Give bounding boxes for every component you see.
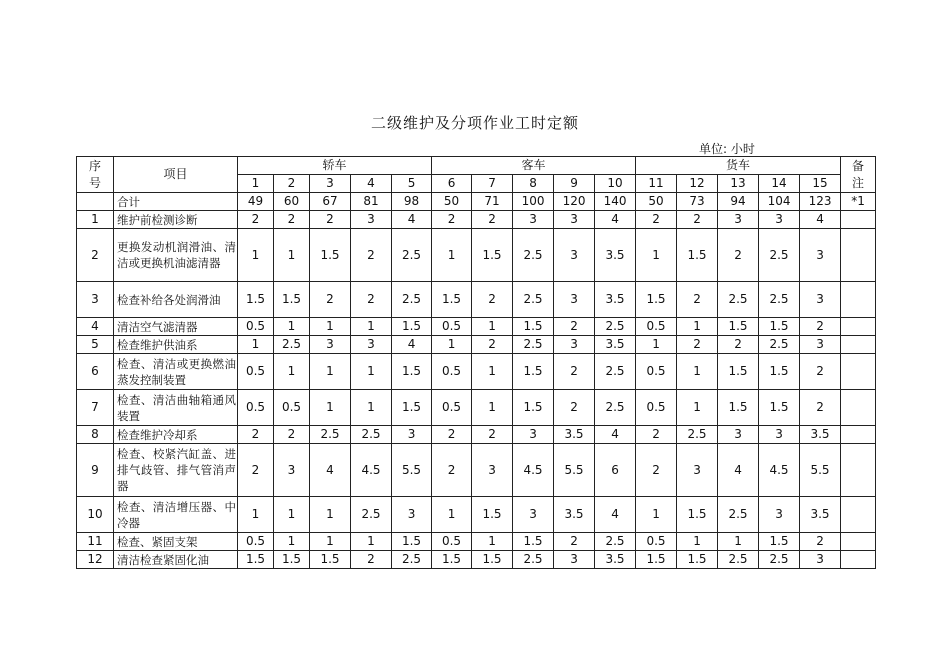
total-cell: 140 — [595, 193, 636, 211]
table-row — [77, 354, 876, 390]
row-cell: 4 — [718, 444, 759, 497]
row-cell: 2 — [310, 211, 351, 229]
total-cell: 104 — [759, 193, 800, 211]
row-cell: 1.5 — [677, 497, 718, 533]
row-cell: 0.5 — [274, 390, 310, 426]
row-cell: 1.5 — [759, 318, 800, 336]
total-cell: 100 — [513, 193, 554, 211]
row-cell: 1.5 — [472, 497, 513, 533]
total-cell: 94 — [718, 193, 759, 211]
row-cell: 2.5 — [595, 318, 636, 336]
total-cell: 67 — [310, 193, 351, 211]
row-cell: 2.5 — [513, 551, 554, 569]
total-cell: 50 — [432, 193, 472, 211]
row-item: 检查补给各处润滑油 — [114, 282, 238, 318]
row-cell: 2.5 — [392, 229, 432, 282]
row-cell: 3 — [759, 426, 800, 444]
row-cell: 1 — [274, 497, 310, 533]
row-cell: 1.5 — [513, 354, 554, 390]
row-item: 检查、清洁或更换燃油蒸发控制装置 — [114, 354, 238, 390]
row-cell: 1 — [677, 318, 718, 336]
row-cell: 1 — [677, 533, 718, 551]
row-remark — [841, 354, 876, 390]
row-cell: 1.5 — [238, 551, 274, 569]
row-remark — [841, 229, 876, 282]
table-row — [77, 282, 876, 318]
row-cell: 2.5 — [759, 551, 800, 569]
row-cell: 3.5 — [595, 229, 636, 282]
row-cell: 3 — [554, 551, 595, 569]
row-cell: 2.5 — [595, 533, 636, 551]
row-cell: 1.5 — [513, 390, 554, 426]
row-cell: 1 — [677, 354, 718, 390]
row-cell: 4 — [595, 211, 636, 229]
row-cell: 3 — [759, 211, 800, 229]
row-cell: 1.5 — [759, 533, 800, 551]
row-cell: 1 — [351, 318, 392, 336]
row-cell: 1.5 — [636, 282, 677, 318]
row-item: 清洁检查紧固化油 — [114, 551, 238, 569]
row-cell: 2 — [351, 229, 392, 282]
row-cell: 1.5 — [274, 551, 310, 569]
group-header-truck: 货车 — [636, 157, 841, 175]
row-cell: 1.5 — [718, 354, 759, 390]
row-cell: 2 — [432, 211, 472, 229]
row-cell: 1.5 — [472, 229, 513, 282]
total-cell: 98 — [392, 193, 432, 211]
row-cell: 3 — [677, 444, 718, 497]
row-cell: 5.5 — [392, 444, 432, 497]
row-seq: 12 — [77, 551, 114, 569]
table-row — [77, 211, 876, 229]
row-item: 维护前检测诊断 — [114, 211, 238, 229]
row-cell: 3.5 — [554, 497, 595, 533]
row-cell: 0.5 — [238, 533, 274, 551]
row-cell: 2 — [718, 229, 759, 282]
row-cell: 1 — [274, 229, 310, 282]
row-cell: 2 — [238, 426, 274, 444]
row-seq: 6 — [77, 354, 114, 390]
row-cell: 3 — [718, 426, 759, 444]
total-cell: 60 — [274, 193, 310, 211]
row-item: 检查、清洁曲轴箱通风装置 — [114, 390, 238, 426]
row-cell: 1.5 — [392, 354, 432, 390]
total-cell: 71 — [472, 193, 513, 211]
row-cell: 3 — [554, 336, 595, 354]
row-seq: 11 — [77, 533, 114, 551]
column-number: 15 — [800, 175, 841, 193]
table-row — [77, 336, 876, 354]
row-remark — [841, 318, 876, 336]
row-cell: 4.5 — [759, 444, 800, 497]
group-header-car: 轿车 — [238, 157, 432, 175]
row-cell: 1.5 — [310, 551, 351, 569]
column-number: 11 — [636, 175, 677, 193]
row-cell: 1.5 — [274, 282, 310, 318]
row-cell: 2.5 — [392, 282, 432, 318]
row-cell: 1.5 — [238, 282, 274, 318]
row-cell: 2.5 — [351, 497, 392, 533]
total-cell: 50 — [636, 193, 677, 211]
row-cell: 1.5 — [513, 533, 554, 551]
row-cell: 0.5 — [636, 318, 677, 336]
row-cell: 2 — [274, 211, 310, 229]
row-cell: 1 — [274, 354, 310, 390]
row-cell: 0.5 — [636, 390, 677, 426]
column-number: 9 — [554, 175, 595, 193]
row-cell: 1.5 — [513, 318, 554, 336]
row-item: 更换发动机润滑油、清洁或更换机油滤清器 — [114, 229, 238, 282]
row-cell: 1 — [432, 497, 472, 533]
row-cell: 0.5 — [636, 533, 677, 551]
row-cell: 2 — [472, 282, 513, 318]
row-cell: 5.5 — [800, 444, 841, 497]
row-cell: 1 — [636, 229, 677, 282]
row-cell: 4 — [595, 426, 636, 444]
row-seq: 1 — [77, 211, 114, 229]
work-hours-table — [76, 156, 876, 569]
page-title: 二级维护及分项作业工时定额 — [370, 114, 579, 132]
row-cell: 1 — [310, 390, 351, 426]
column-number: 7 — [472, 175, 513, 193]
table-row — [77, 426, 876, 444]
total-seq — [77, 193, 114, 211]
row-cell: 2.5 — [718, 497, 759, 533]
row-remark — [841, 211, 876, 229]
row-cell: 1 — [274, 318, 310, 336]
row-cell: 1 — [636, 336, 677, 354]
row-cell: 3 — [554, 211, 595, 229]
row-cell: 2 — [472, 426, 513, 444]
row-cell: 3.5 — [595, 551, 636, 569]
column-number: 12 — [677, 175, 718, 193]
row-item: 检查、清洁增压器、中冷器 — [114, 497, 238, 533]
row-cell: 1.5 — [310, 229, 351, 282]
table-row — [77, 390, 876, 426]
row-cell: 3 — [513, 211, 554, 229]
row-cell: 2 — [472, 211, 513, 229]
row-seq: 4 — [77, 318, 114, 336]
row-cell: 3.5 — [595, 282, 636, 318]
row-seq: 10 — [77, 497, 114, 533]
row-cell: 1 — [310, 354, 351, 390]
row-cell: 3 — [554, 229, 595, 282]
row-cell: 1 — [718, 533, 759, 551]
row-cell: 1 — [274, 533, 310, 551]
column-number: 3 — [310, 175, 351, 193]
table-row — [77, 551, 876, 569]
row-cell: 2.5 — [759, 282, 800, 318]
row-cell: 2 — [677, 282, 718, 318]
row-cell: 1 — [472, 354, 513, 390]
row-cell: 5.5 — [554, 444, 595, 497]
row-cell: 2 — [800, 354, 841, 390]
row-cell: 3 — [759, 497, 800, 533]
row-cell: 4.5 — [513, 444, 554, 497]
row-cell: 2 — [238, 444, 274, 497]
row-cell: 0.5 — [432, 533, 472, 551]
row-item: 检查、紧固支架 — [114, 533, 238, 551]
row-cell: 1.5 — [677, 551, 718, 569]
total-cell: 73 — [677, 193, 718, 211]
row-cell: 1.5 — [392, 318, 432, 336]
row-cell: 3 — [274, 444, 310, 497]
row-cell: 1.5 — [392, 533, 432, 551]
row-cell: 3 — [800, 336, 841, 354]
row-cell: 1.5 — [759, 390, 800, 426]
row-cell: 2.5 — [677, 426, 718, 444]
total-label: 合计 — [114, 193, 238, 211]
row-cell: 2.5 — [595, 354, 636, 390]
row-cell: 2.5 — [718, 282, 759, 318]
row-remark — [841, 533, 876, 551]
seq-header: 序号 — [77, 157, 114, 193]
row-remark — [841, 336, 876, 354]
row-cell: 2 — [677, 211, 718, 229]
row-cell: 0.5 — [432, 318, 472, 336]
column-number: 10 — [595, 175, 636, 193]
row-cell: 1 — [432, 229, 472, 282]
row-cell: 2 — [554, 318, 595, 336]
row-cell: 0.5 — [636, 354, 677, 390]
row-cell: 2 — [636, 426, 677, 444]
row-cell: 0.5 — [238, 390, 274, 426]
row-remark — [841, 426, 876, 444]
row-cell: 3 — [554, 282, 595, 318]
row-cell: 1 — [310, 497, 351, 533]
row-cell: 2 — [432, 444, 472, 497]
row-cell: 3 — [472, 444, 513, 497]
row-cell: 3 — [800, 282, 841, 318]
row-cell: 2.5 — [718, 551, 759, 569]
row-seq: 7 — [77, 390, 114, 426]
row-remark — [841, 282, 876, 318]
row-cell: 2 — [554, 533, 595, 551]
row-cell: 4 — [595, 497, 636, 533]
row-cell: 3 — [351, 336, 392, 354]
row-cell: 3 — [310, 336, 351, 354]
row-cell: 4 — [392, 211, 432, 229]
row-cell: 1 — [472, 533, 513, 551]
row-seq: 2 — [77, 229, 114, 282]
row-cell: 3 — [513, 426, 554, 444]
column-number: 13 — [718, 175, 759, 193]
remark-header: 备注 — [841, 157, 876, 193]
total-cell: 120 — [554, 193, 595, 211]
row-cell: 2.5 — [595, 390, 636, 426]
row-cell: 1.5 — [392, 390, 432, 426]
row-cell: 6 — [595, 444, 636, 497]
row-seq: 8 — [77, 426, 114, 444]
column-number: 14 — [759, 175, 800, 193]
row-remark — [841, 551, 876, 569]
row-cell: 3 — [718, 211, 759, 229]
row-cell: 1.5 — [432, 551, 472, 569]
row-cell: 2 — [800, 318, 841, 336]
row-cell: 2.5 — [759, 229, 800, 282]
row-cell: 1.5 — [636, 551, 677, 569]
row-cell: 1.5 — [472, 551, 513, 569]
row-cell: 2 — [554, 390, 595, 426]
column-number: 8 — [513, 175, 554, 193]
row-cell: 3.5 — [800, 497, 841, 533]
row-cell: 1 — [636, 497, 677, 533]
row-cell: 3 — [392, 497, 432, 533]
row-cell: 1 — [238, 229, 274, 282]
row-cell: 2.5 — [310, 426, 351, 444]
column-number: 5 — [392, 175, 432, 193]
row-item: 检查维护供油系 — [114, 336, 238, 354]
unit-label: 单位: 小时 — [699, 142, 755, 156]
row-cell: 3 — [513, 497, 554, 533]
row-cell: 3.5 — [554, 426, 595, 444]
table-row — [77, 497, 876, 533]
row-cell: 2.5 — [351, 426, 392, 444]
row-cell: 2.5 — [759, 336, 800, 354]
table-row — [77, 444, 876, 497]
row-remark — [841, 444, 876, 497]
row-cell: 0.5 — [432, 354, 472, 390]
row-cell: 2 — [432, 426, 472, 444]
row-remark — [841, 497, 876, 533]
row-cell: 1 — [351, 533, 392, 551]
row-cell: 0.5 — [432, 390, 472, 426]
row-item: 清洁空气滤清器 — [114, 318, 238, 336]
row-cell: 1.5 — [432, 282, 472, 318]
row-cell: 2 — [636, 211, 677, 229]
row-cell: 1.5 — [718, 318, 759, 336]
column-number: 2 — [274, 175, 310, 193]
row-item: 检查维护冷却系 — [114, 426, 238, 444]
row-cell: 4 — [310, 444, 351, 497]
row-cell: 1 — [351, 390, 392, 426]
row-cell: 3 — [392, 426, 432, 444]
row-cell: 2 — [472, 336, 513, 354]
row-cell: 1 — [310, 533, 351, 551]
row-cell: 3 — [800, 229, 841, 282]
item-header: 项目 — [114, 157, 238, 193]
column-number: 6 — [432, 175, 472, 193]
row-cell: 2.5 — [513, 282, 554, 318]
row-cell: 2.5 — [392, 551, 432, 569]
table-row — [77, 229, 876, 282]
row-cell: 2 — [238, 211, 274, 229]
row-cell: 4 — [800, 211, 841, 229]
row-cell: 2.5 — [274, 336, 310, 354]
row-cell: 3.5 — [800, 426, 841, 444]
total-cell: 49 — [238, 193, 274, 211]
row-remark — [841, 390, 876, 426]
row-cell: 1 — [238, 336, 274, 354]
row-cell: 1 — [677, 390, 718, 426]
row-cell: 2 — [310, 282, 351, 318]
row-cell: 4.5 — [351, 444, 392, 497]
table-row — [77, 533, 876, 551]
row-cell: 3 — [800, 551, 841, 569]
group-header-bus: 客车 — [432, 157, 636, 175]
row-cell: 2 — [718, 336, 759, 354]
row-seq: 3 — [77, 282, 114, 318]
row-cell: 0.5 — [238, 318, 274, 336]
row-cell: 3.5 — [595, 336, 636, 354]
row-cell: 2.5 — [513, 229, 554, 282]
row-cell: 2 — [554, 354, 595, 390]
total-cell: 123 — [800, 193, 841, 211]
row-cell: 1.5 — [759, 354, 800, 390]
column-number: 1 — [238, 175, 274, 193]
total-cell: 81 — [351, 193, 392, 211]
row-seq: 9 — [77, 444, 114, 497]
row-cell: 2 — [636, 444, 677, 497]
table-row — [77, 318, 876, 336]
row-cell: 2 — [351, 282, 392, 318]
row-cell: 1 — [238, 497, 274, 533]
row-cell: 1.5 — [718, 390, 759, 426]
row-cell: 2 — [800, 533, 841, 551]
row-cell: 2 — [677, 336, 718, 354]
row-cell: 2.5 — [513, 336, 554, 354]
row-cell: 1 — [472, 318, 513, 336]
row-cell: 2 — [351, 551, 392, 569]
total-remark: *1 — [841, 193, 876, 211]
row-cell: 1 — [432, 336, 472, 354]
row-cell: 1.5 — [677, 229, 718, 282]
row-cell: 2 — [274, 426, 310, 444]
row-cell: 1 — [351, 354, 392, 390]
row-cell: 3 — [351, 211, 392, 229]
row-item: 检查、校紧汽缸盖、进排气歧管、排气管消声器 — [114, 444, 238, 497]
row-cell: 1 — [472, 390, 513, 426]
row-cell: 1 — [310, 318, 351, 336]
row-seq: 5 — [77, 336, 114, 354]
row-cell: 4 — [392, 336, 432, 354]
column-number: 4 — [351, 175, 392, 193]
row-cell: 2 — [800, 390, 841, 426]
row-cell: 0.5 — [238, 354, 274, 390]
